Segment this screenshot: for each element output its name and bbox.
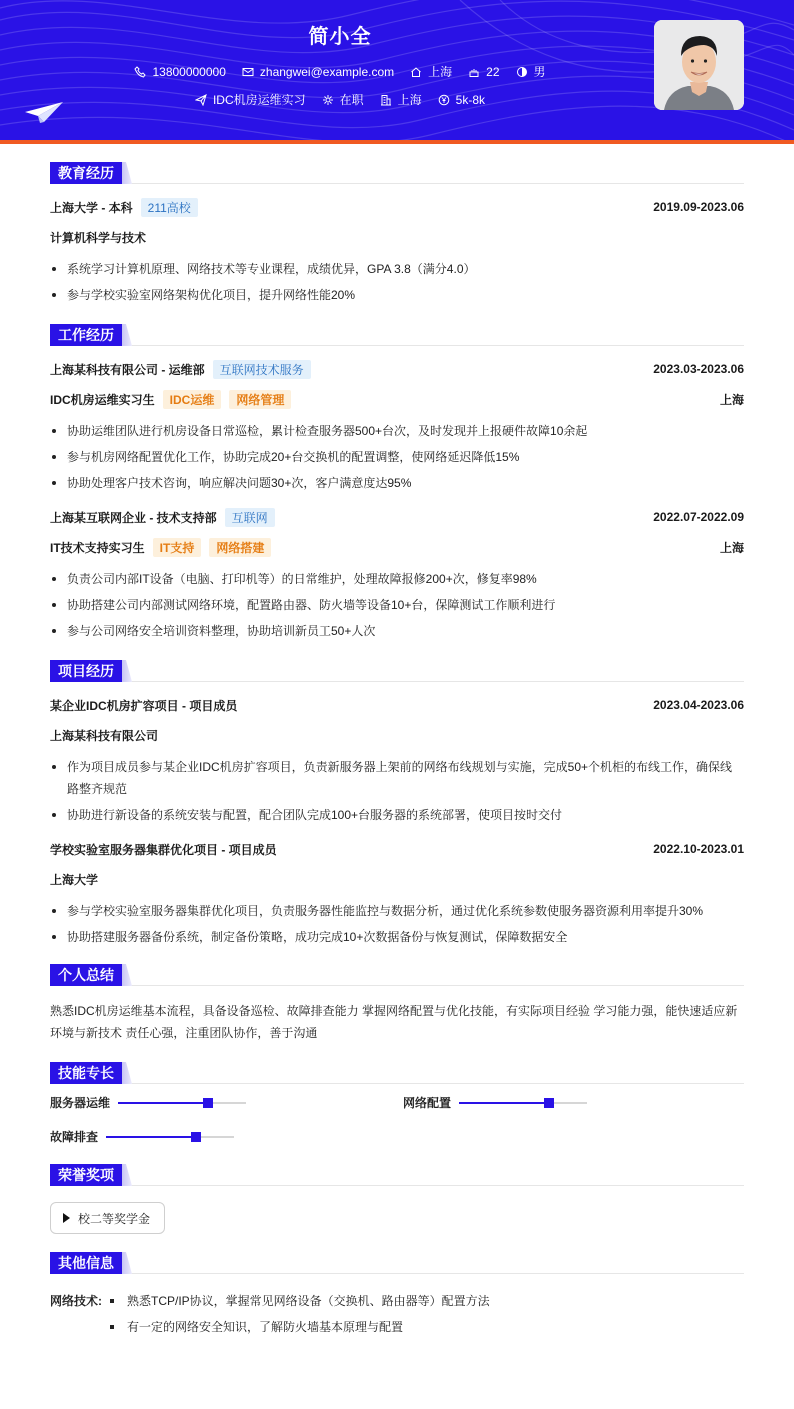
email-text: zhangwei@example.com: [259, 64, 395, 79]
skill-level-fill: [106, 1136, 196, 1138]
section-title: 其他信息: [50, 1252, 122, 1274]
paper-plane-icon: [24, 100, 64, 124]
section-title-tail: [122, 660, 132, 682]
list-item: 协助搭建公司内部测试网络环境，配置路由器、防火墙等设备10+台，保障测试工作顺利进行: [50, 594, 744, 616]
email-item[interactable]: [242, 63, 394, 80]
list-item: 协助处理客户技术咨询，响应解决问题30+次，客户满意度达95%: [50, 472, 744, 494]
skill-level-knob: [544, 1098, 554, 1108]
project-org: 上海某科技有限公司: [50, 728, 159, 743]
location-item: [410, 63, 452, 80]
education-bullets: [50, 258, 744, 306]
education-date: 2019.09-2023.06: [653, 200, 744, 214]
skills-grid: [50, 1094, 744, 1150]
award-badge: [50, 1202, 165, 1234]
list-item: 作为项目成员参与某企业IDC机房扩容项目，负责新服务器上架前的网络布线规划与实施，完成50+个机柜的布线工作，确保线路整齐规范: [50, 756, 744, 800]
section-title: 个人总结: [50, 964, 122, 986]
contact-info-row: [0, 63, 680, 80]
project-name: 某企业IDC机房扩容项目 - 项目成员: [50, 698, 238, 713]
status-item: [322, 91, 364, 108]
award-name: 校二等奖学金: [78, 1211, 151, 1226]
list-item: 熟悉TCP/IP协议，掌握常见网络设备（交换机、路由器等）配置方法: [108, 1288, 490, 1314]
education-section-header: [50, 162, 744, 184]
list-item: 协助运维团队进行机房设备日常巡检，累计检查服务器500+台次，及时发现并上报硬件故障10余起: [50, 420, 744, 442]
work-date: 2022.07-2022.09: [653, 510, 744, 524]
location-text: 上海: [428, 65, 453, 79]
job-info-row: [0, 91, 680, 108]
section-title: 荣誉奖项: [50, 1164, 122, 1186]
honors-section-header: [50, 1164, 744, 1186]
skill-item: [403, 1094, 587, 1111]
status-icon: [322, 94, 334, 106]
major-row: [50, 228, 744, 246]
company-row: [50, 508, 744, 526]
list-item: 负责公司内部IT设备（电脑、打印机等）的日常维护，处理故障报修200+次，修复率98%: [50, 568, 744, 590]
role-row: [50, 390, 744, 408]
salary-item: [438, 91, 485, 108]
summary-text: 熟悉IDC机房运维基本流程，具备设备巡检、故障排查能力 掌握网络配置与优化技能，有实际项目经验 学习能力强，能快速适应新环境与新技术 责任心强，注重团队协作，善于沟通: [50, 1004, 738, 1040]
header-accent-strip: [0, 140, 794, 144]
list-item: 系统学习计算机原理、网络技术等专业课程，成绩优异，GPA 3.8（满分4.0）: [50, 258, 744, 280]
age-text: 22: [486, 64, 500, 79]
send-icon: [195, 94, 207, 106]
project-entry: [50, 840, 744, 948]
role-tag: IDC运维: [163, 390, 222, 409]
work-date: 2023.03-2023.06: [653, 362, 744, 376]
age-icon: [468, 66, 480, 78]
work-section: [50, 324, 744, 642]
work-bullets: [50, 420, 744, 494]
company-name: 上海某互联网企业 - 技术支持部: [50, 510, 217, 525]
role-tag: 网络管理: [229, 390, 291, 409]
role-tag: 网络搭建: [209, 538, 271, 557]
skill-level-bar: [106, 1136, 234, 1138]
project-org: 上海大学: [50, 872, 99, 887]
gender-text: 男: [533, 65, 546, 79]
section-title: 技能专长: [50, 1062, 122, 1084]
company-row: [50, 360, 744, 378]
project-row: [50, 840, 744, 858]
skill-level-knob: [191, 1132, 201, 1142]
project-row: [50, 696, 744, 714]
list-item: 参与学校实验室服务器集群优化项目，负责服务器性能监控与数据分析，通过优化系统参数使服务器资源利用率提升30%: [50, 900, 744, 922]
list-item: 参与学校实验室网络架构优化项目，提升网络性能20%: [50, 284, 744, 306]
section-title-tail: [122, 1164, 132, 1186]
candidate-name: 简小全: [308, 26, 372, 48]
project-bullets: [50, 756, 744, 826]
role-name: IT技术支持实习生: [50, 540, 145, 555]
work-city-text: 上海: [397, 93, 422, 107]
work-bullets: [50, 568, 744, 642]
skills-section: [50, 1062, 744, 1150]
salary-text: 5k-8k: [455, 92, 486, 107]
other-info-section-header: [50, 1252, 744, 1274]
skill-level-knob: [203, 1098, 213, 1108]
skill-level-fill: [118, 1102, 208, 1104]
work-city-item: [380, 91, 422, 108]
project-date: 2022.10-2023.01: [653, 842, 744, 856]
work-city: 上海: [719, 540, 744, 555]
project-entry: [50, 696, 744, 826]
home-icon: [410, 66, 422, 78]
phone-text: 13800000000: [152, 64, 226, 79]
target-job-text: IDC机房运维实习: [212, 93, 306, 107]
honors-section: [50, 1164, 744, 1234]
work-section-header: [50, 324, 744, 346]
skill-level-bar: [459, 1102, 587, 1104]
skills-section-header: [50, 1062, 744, 1084]
list-item: 参与公司网络安全培训资料整理，协助培训新员工50+人次: [50, 620, 744, 642]
summary-section: [50, 964, 744, 1044]
school-name: 上海大学 - 本科: [50, 200, 133, 215]
company-tag: 互联网: [225, 508, 275, 527]
skill-level-fill: [459, 1102, 549, 1104]
list-item: 协助进行新设备的系统安装与配置，配合团队完成100+台服务器的系统部署，使项目按时交付: [50, 804, 744, 826]
age-item: [468, 63, 499, 80]
school-tag: 211高校: [141, 198, 198, 217]
project-org-row: [50, 870, 744, 888]
section-title: 项目经历: [50, 660, 122, 682]
work-entry: [50, 360, 744, 494]
phone-icon: [134, 66, 146, 78]
work-city: 上海: [719, 392, 744, 407]
list-item: 参与机房网络配置优化工作，协助完成20+台交换机的配置调整，使网络延迟降低15%: [50, 446, 744, 468]
phone-item[interactable]: [134, 63, 225, 80]
building-icon: [380, 94, 392, 106]
avatar-portrait-icon: [654, 20, 744, 110]
education-section: [50, 162, 744, 306]
project-date: 2023.04-2023.06: [653, 698, 744, 712]
role-name: IDC机房运维实习生: [50, 392, 155, 407]
skill-name: 故障排查: [50, 1130, 99, 1144]
project-org-row: [50, 726, 744, 744]
section-title: 教育经历: [50, 162, 122, 184]
list-item: 有一定的网络安全知识，了解防火墙基本原理与配置: [108, 1314, 490, 1340]
other-info-label: 网络技术:: [50, 1294, 102, 1308]
list-item: 协助搭建服务器备份系统，制定备份策略，成功完成10+次数据备份与恢复测试，保障数据安全: [50, 926, 744, 948]
skill-name: 服务器运维: [50, 1096, 111, 1110]
education-row: [50, 198, 744, 216]
role-row: [50, 538, 744, 556]
status-text: 在职: [339, 93, 364, 107]
other-info-row: [50, 1288, 744, 1340]
section-title-tail: [122, 1062, 132, 1084]
resume-body: [50, 162, 744, 1340]
skill-name: 网络配置: [403, 1096, 452, 1110]
company-tag: 互联网技术服务: [213, 360, 311, 379]
mail-icon: [242, 66, 254, 78]
section-title-tail: [122, 162, 132, 184]
avatar: [654, 20, 744, 110]
project-name: 学校实验室服务器集群优化项目 - 项目成员: [50, 842, 277, 857]
work-entry: [50, 508, 744, 642]
other-info-bullets: [108, 1288, 490, 1340]
projects-section: [50, 660, 744, 948]
section-title: 工作经历: [50, 324, 122, 346]
resume-header: [0, 0, 794, 140]
skill-item: [50, 1128, 234, 1145]
major-name: 计算机科学与技术: [50, 230, 147, 245]
gender-item: [516, 63, 546, 80]
projects-section-header: [50, 660, 744, 682]
section-title-tail: [122, 324, 132, 346]
summary-section-header: [50, 964, 744, 986]
company-name: 上海某科技有限公司 - 运维部: [50, 362, 205, 377]
gender-icon: [516, 66, 528, 78]
skill-item: [50, 1094, 246, 1111]
section-title-tail: [122, 964, 132, 986]
salary-icon: [438, 94, 450, 106]
other-info-section: [50, 1252, 744, 1340]
triangle-right-icon: [63, 1213, 70, 1223]
skill-level-bar: [118, 1102, 246, 1104]
section-title-tail: [122, 1252, 132, 1274]
role-tag: IT支持: [153, 538, 202, 557]
project-bullets: [50, 900, 744, 948]
target-job-item: [195, 91, 306, 108]
